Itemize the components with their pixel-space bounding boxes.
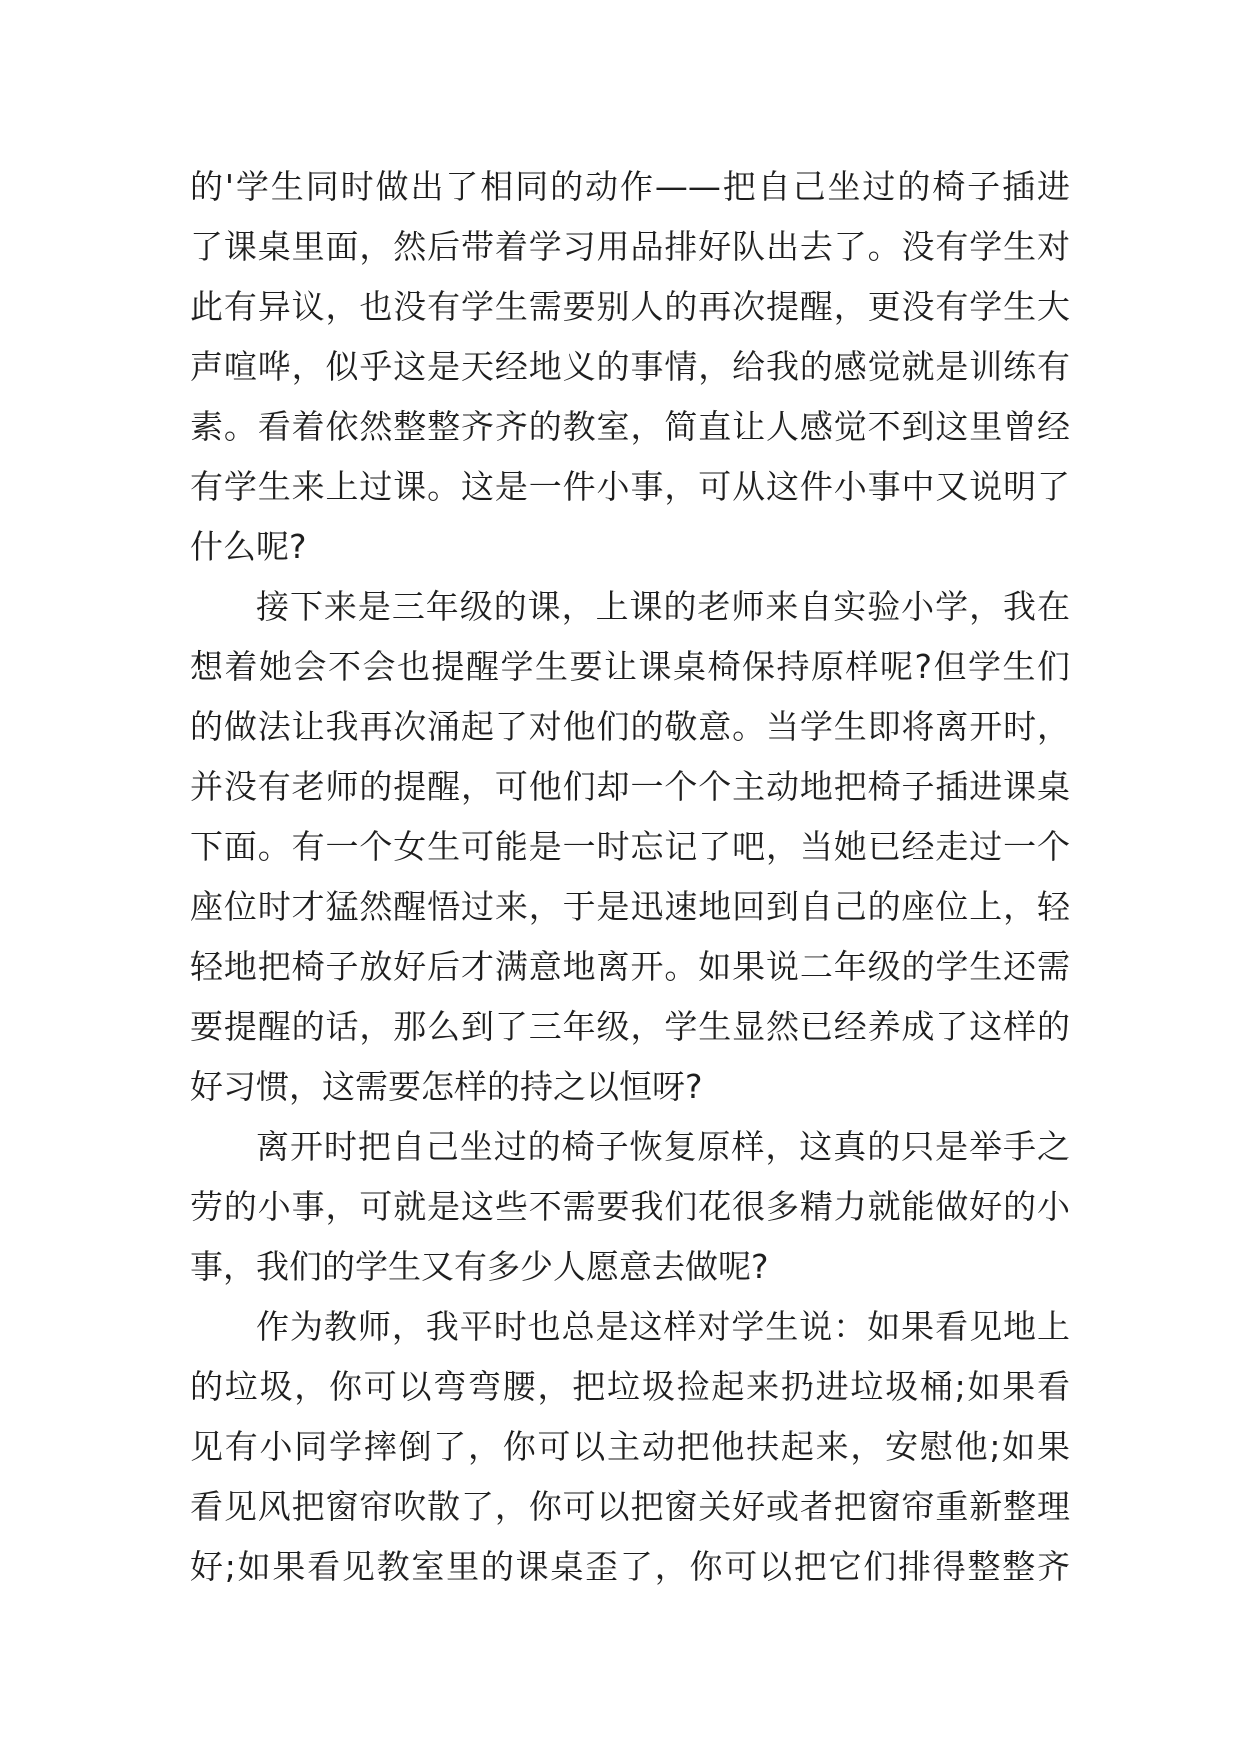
text-line: 接下来是三年级的课，上课的老师来自实验小学，我在 [256, 587, 1070, 626]
text-line: 此有异议，也没有学生需要别人的再次提醒，更没有学生大 [190, 287, 1070, 326]
text-line: 事，我们的学生又有多少人愿意去做呢? [190, 1247, 769, 1286]
text-line: 劳的小事，可就是这些不需要我们花很多精力就能做好的小 [190, 1187, 1070, 1226]
text-line: 见有小同学摔倒了，你可以主动把他扶起来，安慰他;如果 [190, 1427, 1070, 1466]
text-line: 的垃圾，你可以弯弯腰，把垃圾捡起来扔进垃圾桶;如果看 [190, 1367, 1070, 1406]
text-line: 有学生来上过课。这是一件小事，可从这件小事中又说明了 [190, 467, 1070, 506]
text-line: 的做法让我再次涌起了对他们的敬意。当学生即将离开时， [190, 707, 1070, 746]
text-line: 看见风把窗帘吹散了，你可以把窗关好或者把窗帘重新整理 [190, 1487, 1070, 1526]
paragraph [190, 157, 1070, 577]
text-line: 下面。有一个女生可能是一时忘记了吧，当她已经走过一个 [190, 827, 1070, 866]
text-line: 了课桌里面，然后带着学习用品排好队出去了。没有学生对 [190, 227, 1070, 266]
text-line: 什么呢? [190, 527, 307, 566]
paragraph [190, 1117, 1070, 1297]
text-line: 要提醒的话，那么到了三年级，学生显然已经养成了这样的 [190, 1007, 1070, 1046]
text-line: 想着她会不会也提醒学生要让课桌椅保持原样呢?但学生们 [190, 647, 1070, 686]
paragraph [190, 577, 1070, 1117]
text-line: 座位时才猛然醒悟过来，于是迅速地回到自己的座位上，轻 [190, 887, 1070, 926]
text-line: 的'学生同时做出了相同的动作——把自己坐过的椅子插进 [190, 167, 1070, 206]
text-line: 离开时把自己坐过的椅子恢复原样，这真的只是举手之 [256, 1127, 1070, 1166]
text-line: 并没有老师的提醒，可他们却一个个主动地把椅子插进课桌 [190, 767, 1070, 806]
text-line: 作为教师，我平时也总是这样对学生说：如果看见地上 [256, 1307, 1070, 1346]
article-body [190, 157, 1070, 1597]
paragraph [190, 1297, 1070, 1597]
text-line: 好习惯，这需要怎样的持之以恒呀? [190, 1067, 703, 1106]
text-line: 素。看着依然整整齐齐的教室，简直让人感觉不到这里曾经 [190, 407, 1070, 446]
text-line: 轻地把椅子放好后才满意地离开。如果说二年级的学生还需 [190, 947, 1070, 986]
text-line: 好;如果看见教室里的课桌歪了，你可以把它们排得整整齐 [190, 1547, 1070, 1586]
text-line: 声喧哗，似乎这是天经地义的事情，给我的感觉就是训练有 [190, 347, 1070, 386]
